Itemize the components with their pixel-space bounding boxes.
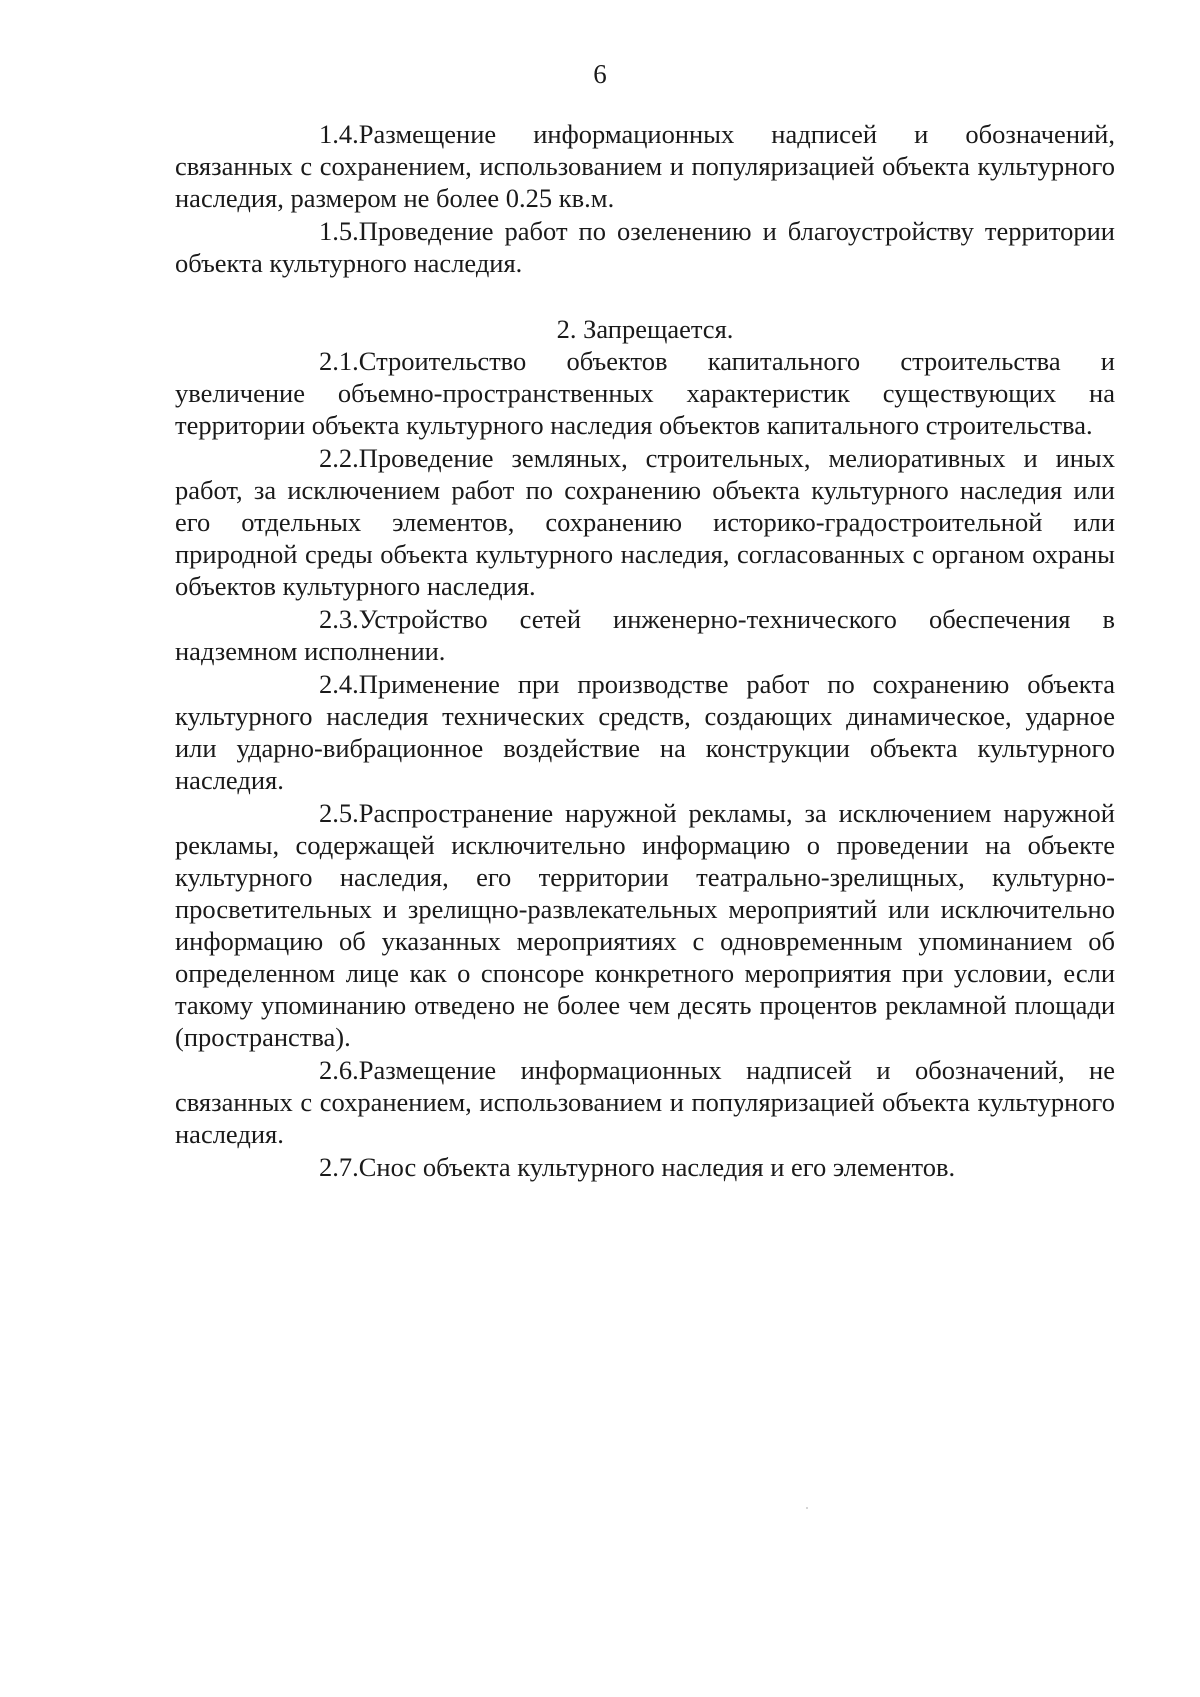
clause-text: Распространение наружной рекламы, за исключением наружной рекламы, содержащей исключительно информацию о проведении на объекте культурного наследия, его территории театрально-зрелищных, культурно-просветительных и зрелищно-развлекательных мероприятий или исключительно информацию об указанных мероприятиях с одновременным упоминанием об определенном лице как о спонсоре конкретного мероприятия при условии, если такому упоминанию отведено не более чем десять процентов рекламной площади (пространства). bbox=[175, 798, 1115, 1052]
page-number: 6 bbox=[593, 59, 607, 89]
clause-2-7 bbox=[175, 1151, 1115, 1183]
clause-2-1 bbox=[175, 345, 1115, 441]
clause-number: 1.4. bbox=[319, 119, 359, 149]
clause-text: Проведение земляных, строительных, мелиоративных и иных работ, за исключением работ по сохранению объекта культурного наследия или его отдельных элементов, сохранению историко-градостроительной или природной среды объекта культурного наследия, согласованных с органом охраны объектов культурного наследия. bbox=[175, 443, 1115, 601]
clause-2-5 bbox=[175, 797, 1115, 1053]
clause-number: 1.5. bbox=[319, 216, 359, 246]
scan-speck bbox=[806, 1507, 808, 1509]
clause-1-4 bbox=[175, 118, 1115, 214]
clause-text: Применение при производстве работ по сохранению объекта культурного наследия технических средств, создающих динамическое, ударное или ударно-вибрационное воздействие на конструкции объекта культурного наследия. bbox=[175, 669, 1115, 795]
clause-number: 2.5. bbox=[319, 798, 359, 828]
clause-2-3 bbox=[175, 603, 1115, 667]
clause-number: 2.3. bbox=[319, 604, 359, 634]
clause-text: Строительство объектов капитального строительства и увеличение объемно-пространственных характеристик существующих на территории объекта культурного наследия объектов капитального строительства. bbox=[175, 346, 1115, 440]
clause-text: Размещение информационных надписей и обозначений, не связанных с сохранением, использованием и популяризацией объекта культурного наследия. bbox=[175, 1055, 1115, 1149]
clause-text: Устройство сетей инженерно-технического обеспечения в надземном исполнении. bbox=[175, 604, 1115, 666]
document-body bbox=[175, 118, 1115, 1184]
clause-2-4 bbox=[175, 668, 1115, 796]
clause-number: 2.4. bbox=[319, 669, 359, 699]
clause-number: 2.1. bbox=[319, 346, 359, 376]
clause-number: 2.2. bbox=[319, 443, 359, 473]
section-2-heading: 2. Запрещается. bbox=[556, 314, 734, 344]
clause-number: 2.7. bbox=[319, 1152, 359, 1182]
clause-2-2 bbox=[175, 442, 1115, 602]
clause-text: Размещение информационных надписей и обозначений, связанных с сохранением, использованием и популяризацией объекта культурного наследия, размером не более 0.25 кв.м. bbox=[175, 119, 1115, 213]
clause-1-5 bbox=[175, 215, 1115, 279]
clause-number: 2.6. bbox=[319, 1055, 359, 1085]
clause-2-6 bbox=[175, 1054, 1115, 1150]
clause-text: Проведение работ по озеленению и благоустройству территории объекта культурного наследия. bbox=[175, 216, 1115, 278]
clause-text: Снос объекта культурного наследия и его элементов. bbox=[358, 1152, 956, 1182]
